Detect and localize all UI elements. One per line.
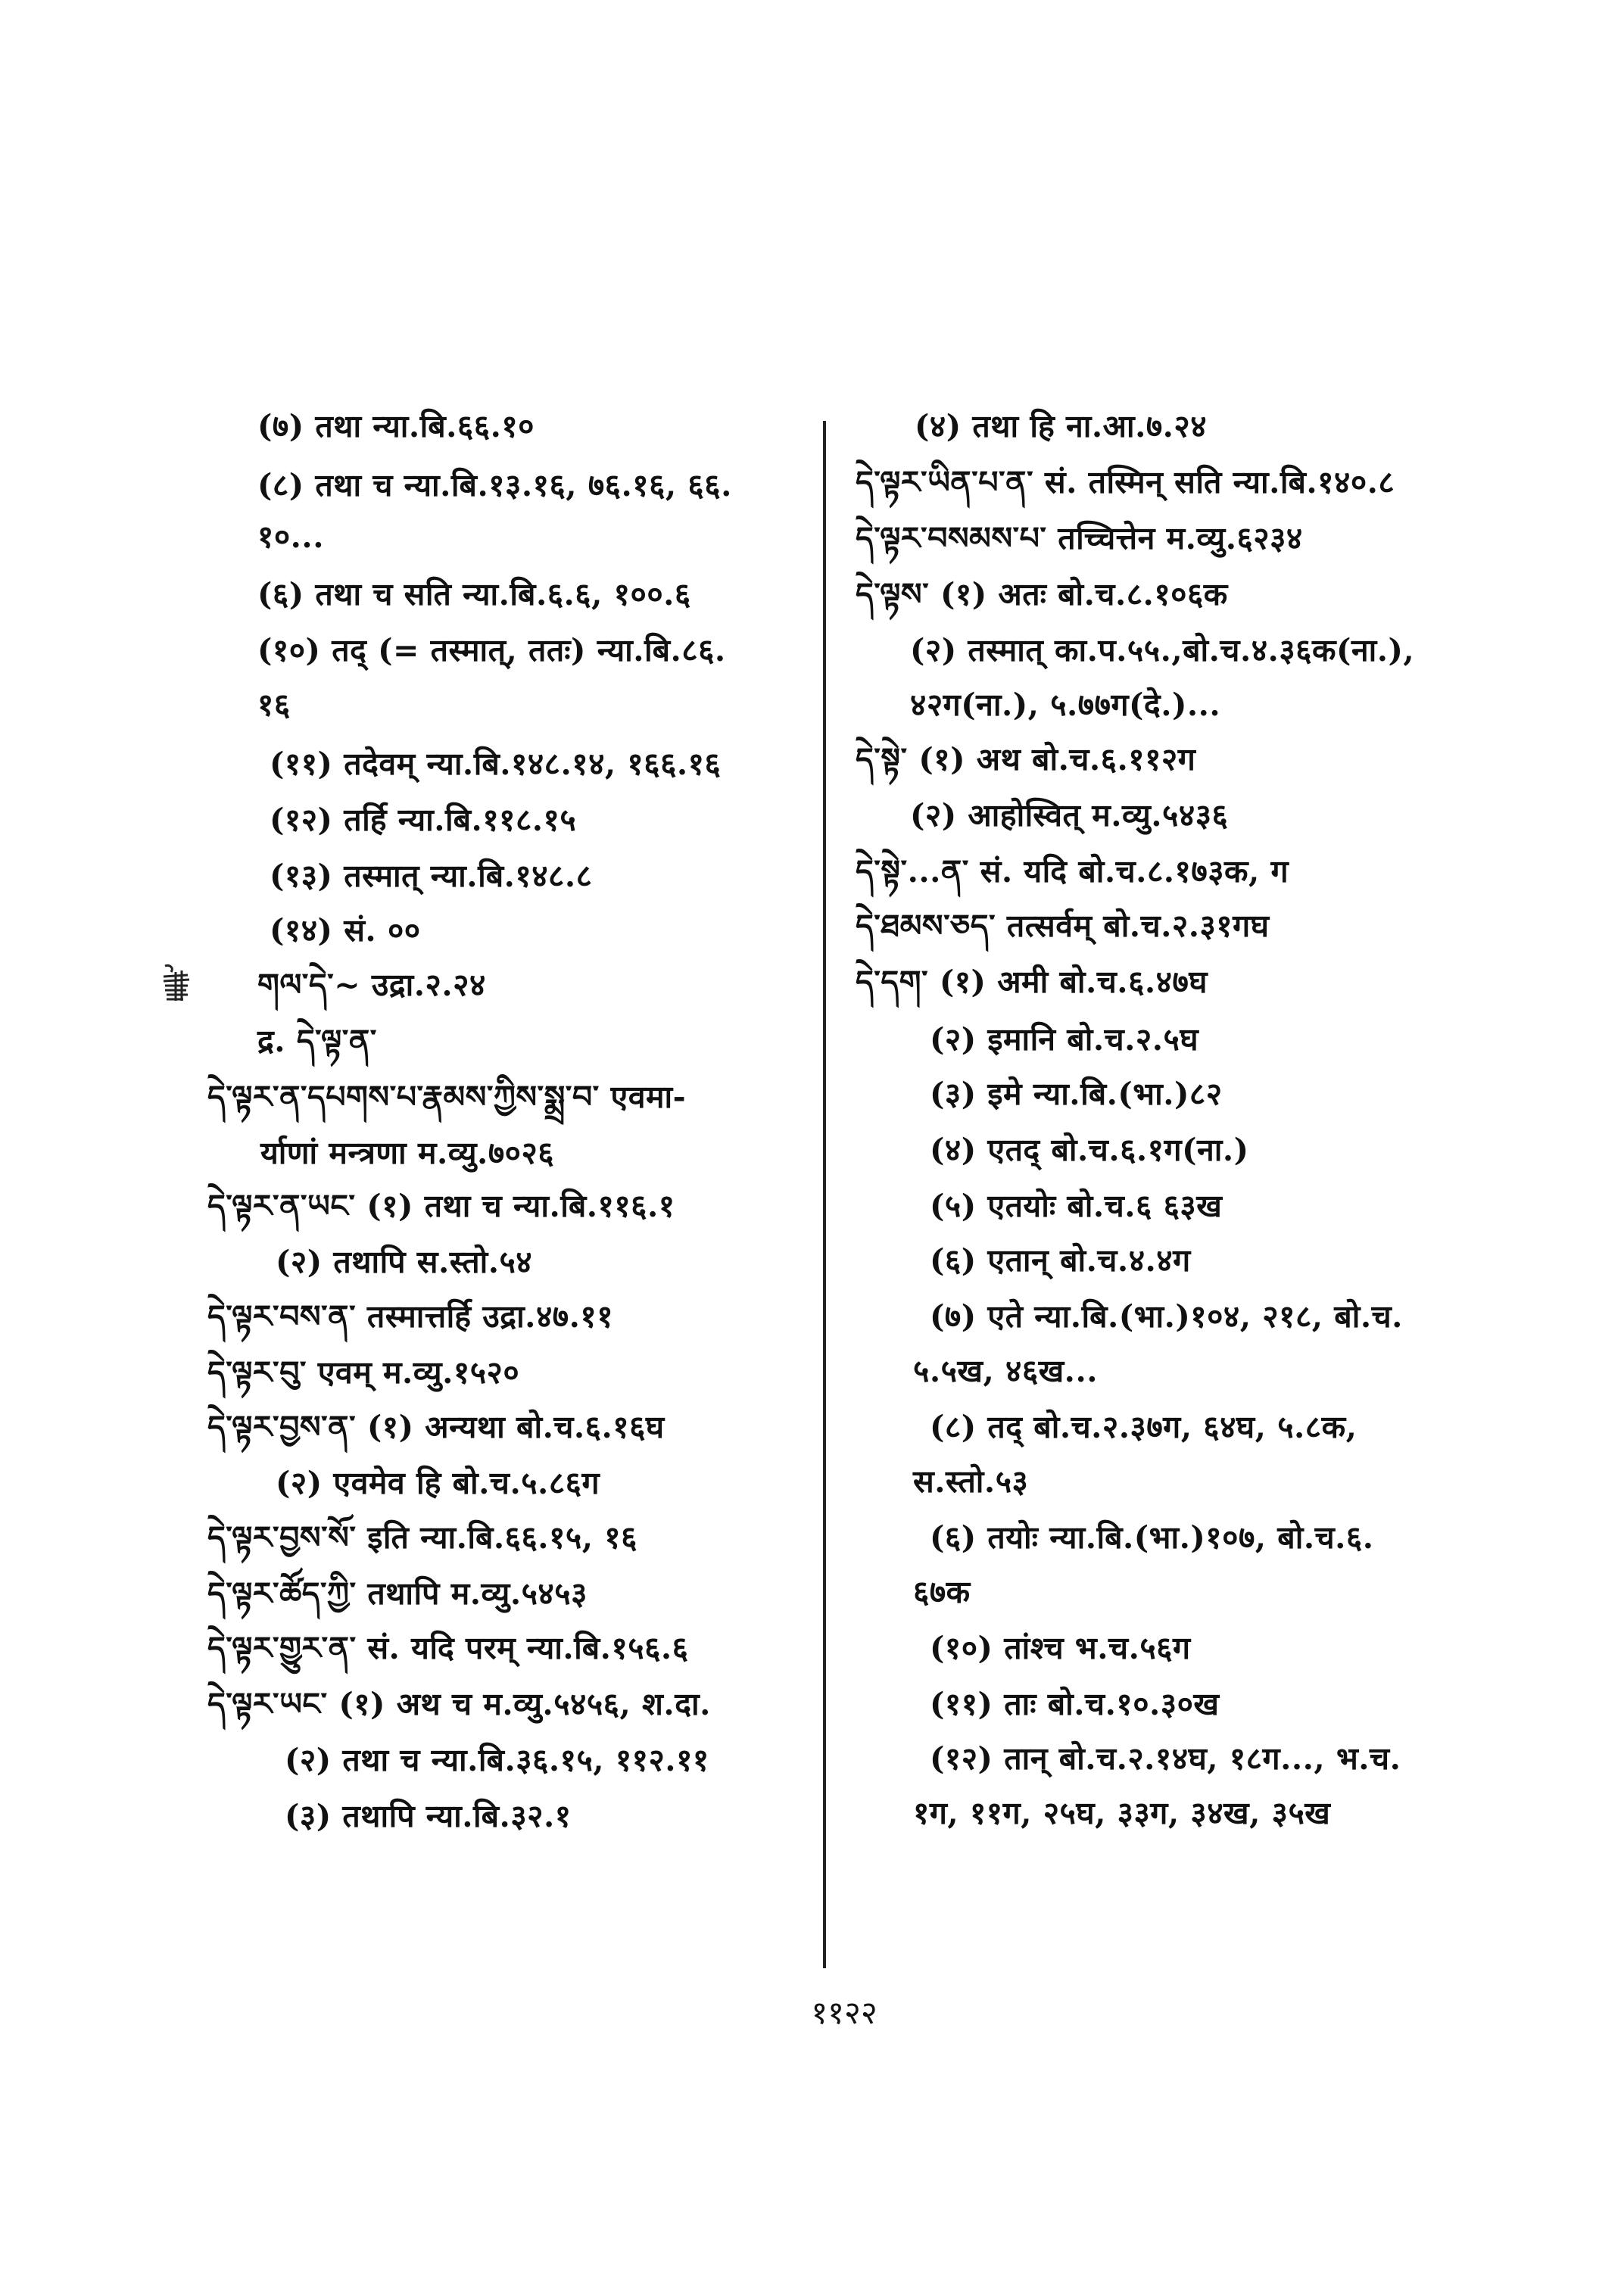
right-entry-line: (२) तस्मात् का.प.५५.,बो.च.४.३६क(ना.),	[910, 632, 1415, 668]
right-entry-line: དེ་ལྟས་ (१) अतः बो.च.८.१०६क	[856, 576, 1228, 612]
left-entry-line: (११) तदेवम् न्या.बि.१४८.१४, १६६.१६	[270, 746, 722, 782]
left-entry-line: དེ་ལྟར་ན་དཔགས་པ་རྣམས་ཀྱིས་སྨྲ་བ་ एवमा-	[207, 1079, 687, 1115]
right-entry-line: ४२ग(ना.), ५.७७ग(दे.)...	[910, 687, 1221, 723]
left-entry-line: (१२) तर्हि न्या.बि.११८.१५	[270, 802, 577, 838]
right-entry-line: ६७क	[913, 1574, 971, 1610]
right-entry-line: (८) तद् बो.च.२.३७ग, ६४घ, ५.८क,	[930, 1409, 1357, 1445]
right-entry-line: (४) तथा हि ना.आ.७.२४	[915, 408, 1208, 444]
left-entry-line: १०...	[257, 519, 324, 555]
left-entry-line: (१०) तद् (= तस्मात्, ततः) न्या.बि.८६.	[257, 632, 726, 668]
right-entry-line: (२) इमानि बो.च.२.५घ	[930, 1021, 1199, 1058]
right-entry-line: (११) ताः बो.च.१०.३०ख	[930, 1686, 1220, 1722]
right-entry-line: (४) एतद् बो.च.६.१ग(ना.)	[930, 1132, 1249, 1168]
right-entry-line: (५) एतयोः बो.च.६ ६३ख	[930, 1188, 1223, 1224]
left-entry-line: གལ་དེ་~ उद्रा.२.२४	[257, 967, 486, 1003]
right-entry-line: (६) तयोः न्या.बि.(भा.)१०७, बो.च.६.	[930, 1519, 1374, 1556]
left-entry-line: དེ་ལྟར་བུ་ एवम् म.व्यु.१५२०	[207, 1354, 520, 1391]
right-entry-line: (७) एते न्या.बि.(भा.)१०४, २१८, बो.च.	[930, 1298, 1403, 1335]
left-entry-line: དེ་ལྟར་ཚོད་ཀྱི་ तथापि म.व्यु.५४५३	[207, 1575, 588, 1612]
left-entry-line: དེ་ལྟར་ཡང་ (१) अथ च म.व्यु.५४५६, श.दा.	[207, 1686, 711, 1722]
left-entry-line: (१४) सं. ००	[270, 912, 421, 949]
left-entry-line: དེ་ལྟར་གྱུར་ན་ सं. यदि परम् न्या.बि.१५६.६	[207, 1630, 689, 1666]
left-entry-line: (८) तथा च न्या.बि.१३.१६, ७६.१६, ६६.	[257, 467, 732, 503]
right-entry-line: ५.५ख, ४६ख...	[913, 1353, 1098, 1389]
right-entry-line: དེ་ལྟར་བསམས་པ་ तच्चित्तेन म.व्यु.६२३४	[856, 520, 1303, 556]
left-entry-line: (१३) तस्मात् न्या.बि.१४८.८	[270, 858, 593, 894]
right-entry-line: དེ་ཐམས་ཅད་ तत्सर्वम् बो.च.२.३१गघ	[856, 908, 1270, 944]
left-entry-line: (२) तथा च न्या.बि.३६.१५, ११२.११	[285, 1742, 709, 1778]
right-entry-line: (३) इमे न्या.बि.(भा.)८२	[930, 1076, 1223, 1112]
left-entry-line: १६	[257, 687, 291, 723]
right-entry-line: (१०) तांश्च भ.च.५६ग	[930, 1630, 1191, 1666]
right-entry-line: དེ་ལྟར་ཡིན་པ་ན་ सं. तस्मिन् सति न्या.बि.१४०.८	[856, 464, 1395, 500]
left-entry-line: དེ་ལྟར་བས་ན་ तस्मात्तर्हि उद्रा.४७.११	[207, 1298, 614, 1335]
left-entry-line: द्र. དེ་ལྟ་ན་	[257, 1023, 377, 1059]
left-entry-line: (७) तथा न्या.बि.६६.१०	[257, 408, 535, 444]
right-entry-line: १ग, ११ग, २५घ, ३३ग, ३४ख, ३५ख	[913, 1795, 1331, 1831]
page-number: ११२२	[811, 1994, 877, 2031]
left-entry-line: र्याणां मन्त्रणा म.व्यु.७०२६	[260, 1135, 555, 1171]
right-entry-line: स.स्तो.५३	[913, 1463, 1029, 1500]
left-entry-line: (२) तथापि स.स्तो.५४	[276, 1244, 533, 1280]
right-entry-line: དེ་སྟེ་...ན་ सं. यदि बो.च.८.१७३क, ग	[856, 853, 1289, 889]
column-divider	[823, 421, 826, 1968]
left-entry-line: དེ་ལྟར་ན་ཡང་ (१) तथा च न्या.बि.११६.१	[207, 1188, 675, 1224]
left-entry-line: (३) तथापि न्या.बि.३२.१	[285, 1798, 572, 1834]
right-entry-line: དེ་སྟེ་ (१) अथ बो.च.६.११२ग	[856, 741, 1196, 777]
right-entry-line: དེ་དག་ (१) अमी बो.च.६.४७घ	[856, 964, 1208, 1000]
left-entry-line: དེ་ལྟར་བྱས་སོ་ इति न्या.बि.६६.१५, १६	[207, 1519, 637, 1556]
left-entry-line: (२) एवमेव हि बो.च.५.८६ग	[276, 1465, 600, 1501]
left-entry-line: དེ་ལྟར་བྱས་ན་ (१) अन्यथा बो.च.६.१६घ	[207, 1409, 665, 1445]
right-entry-line: (६) एतान् बो.च.४.४ग	[930, 1242, 1191, 1279]
right-entry-line: (२) आहोस्वित् म.व्यु.५४३६	[910, 797, 1229, 833]
left-entry-line: (६) तथा च सति न्या.बि.६.६, १००.६	[257, 576, 691, 612]
margin-tibetan-mark-icon	[161, 963, 192, 1004]
right-entry-line: (१२) तान् बो.च.२.१४घ, १८ग..., भ.च.	[930, 1740, 1401, 1777]
